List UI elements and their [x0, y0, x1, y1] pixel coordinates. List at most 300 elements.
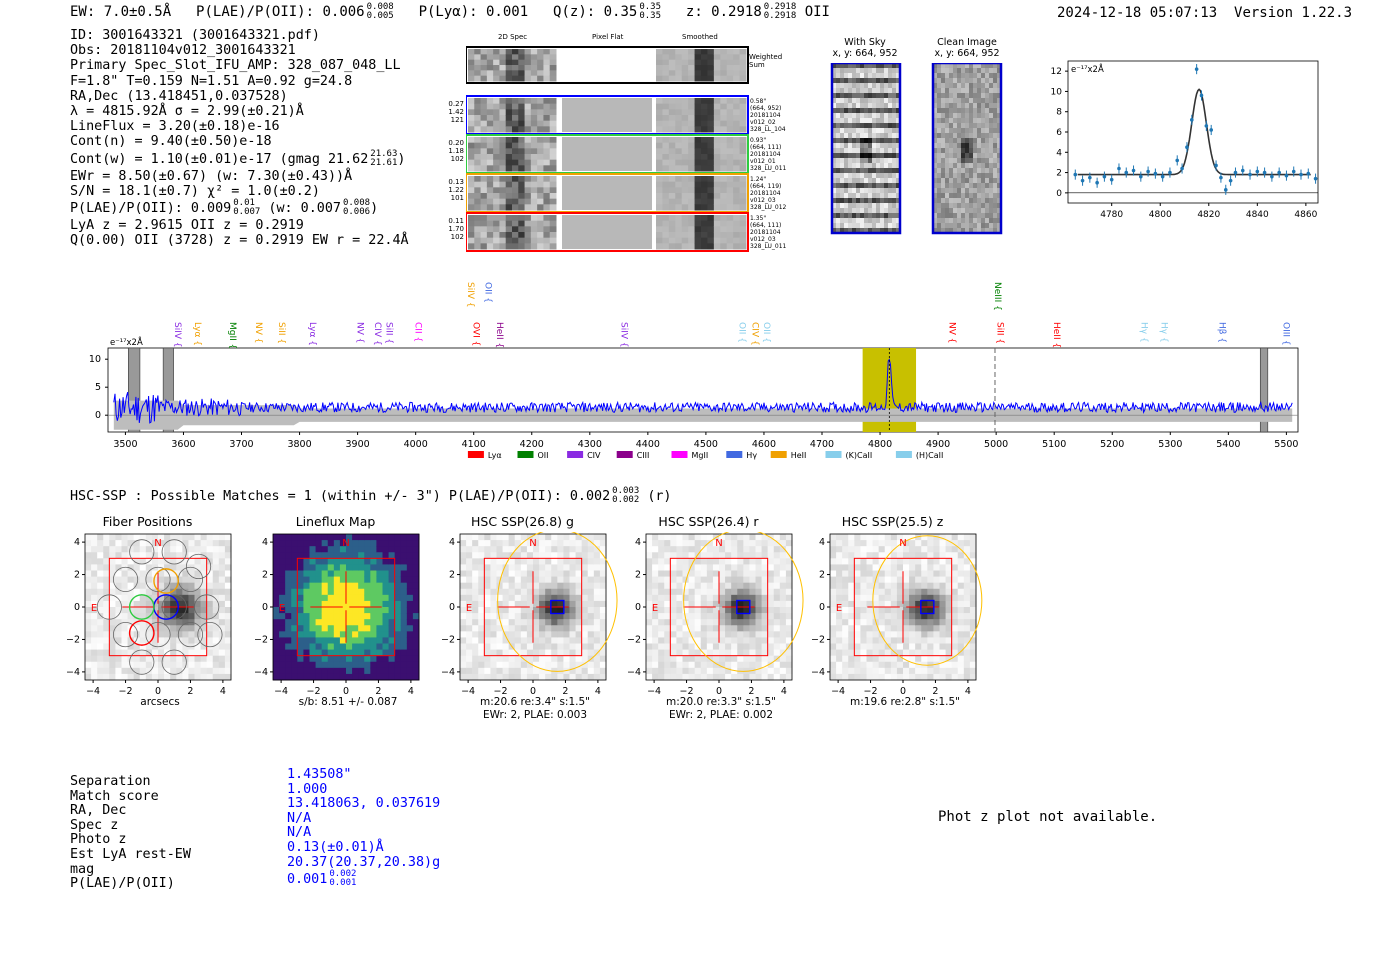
- hsc-pixel: [497, 662, 504, 669]
- hsc-pixel: [576, 668, 583, 675]
- hsc-pixel: [594, 595, 601, 602]
- sky-pixel: [864, 198, 868, 203]
- hsc-pixel: [539, 534, 546, 541]
- hsc-pixel: [103, 668, 110, 675]
- hsc-pixel: [842, 650, 849, 657]
- hsc-pixel: [509, 595, 516, 602]
- hsc-pixel: [743, 564, 750, 571]
- hsc-pixel: [774, 662, 781, 669]
- hsc-pixel: [600, 662, 607, 669]
- sky-pixel: [977, 108, 981, 113]
- sky-pixel: [993, 113, 997, 118]
- sky-pixel: [864, 118, 868, 123]
- sky-pixel: [836, 183, 840, 188]
- sky-pixel: [856, 113, 860, 118]
- hsc-pixel: [395, 601, 402, 608]
- cutout-pixel: [468, 243, 475, 249]
- sky-pixel: [840, 148, 844, 153]
- hsc-pixel: [588, 674, 595, 681]
- hsc-pixel: [407, 650, 414, 657]
- hsc-pixel: [515, 637, 522, 644]
- sky-pixel: [989, 188, 993, 193]
- hsc-pixel: [676, 595, 683, 602]
- hsc-pixel: [146, 674, 153, 681]
- east-label: E: [651, 603, 659, 614]
- hsc-pixel: [134, 589, 141, 596]
- cutout-pixel: [662, 215, 669, 221]
- sky-pixel: [953, 183, 957, 188]
- hsc-pixel: [563, 583, 570, 590]
- hsc-pixel: [303, 540, 310, 547]
- cutout-pixel: [474, 232, 481, 238]
- pixel-flat-fill: [562, 215, 652, 249]
- hsc-pixel: [395, 558, 402, 565]
- sky-pixel: [856, 173, 860, 178]
- cutout-pixel: [733, 54, 740, 60]
- cutout-pixel: [656, 76, 663, 82]
- hsc-pixel: [103, 662, 110, 669]
- sky-pixel: [973, 138, 977, 143]
- hsc-pixel: [830, 662, 837, 669]
- sky-pixel: [840, 203, 844, 208]
- sky-pixel: [856, 218, 860, 223]
- hsc-pixel: [490, 583, 497, 590]
- hsc-pixel: [91, 644, 98, 651]
- hsc-pixel: [830, 564, 837, 571]
- hsc-pixel: [594, 644, 601, 651]
- sky-pixel: [884, 178, 888, 183]
- hsc-pixel: [407, 589, 414, 596]
- hsc-pixel: [219, 613, 226, 620]
- sky-pixel: [945, 188, 949, 193]
- legend-swatch: [672, 451, 688, 458]
- hsc-pixel: [146, 534, 153, 541]
- cutout-pixel: [512, 70, 519, 76]
- cutout-pixel: [499, 238, 506, 244]
- cutout-pixel: [675, 148, 682, 154]
- hsc-pixel: [352, 631, 359, 638]
- qz-bounds: 0.35 0.35: [639, 2, 662, 21]
- cutout-pixel: [714, 65, 721, 71]
- hsc-pixel: [466, 534, 473, 541]
- hsc-pixel: [401, 650, 408, 657]
- sky-pixel: [872, 138, 876, 143]
- hsc-pixel: [401, 619, 408, 626]
- hsc-pixel: [316, 619, 323, 626]
- sky-pixel: [969, 198, 973, 203]
- sky-pixel: [872, 223, 876, 228]
- hsc-pixel: [683, 631, 690, 638]
- hsc-pixel: [743, 558, 750, 565]
- sky-pixel: [884, 168, 888, 173]
- hsc-pixel: [545, 631, 552, 638]
- hsc-pixel: [600, 601, 607, 608]
- cutout-pixel: [720, 204, 727, 210]
- hsc-pixel: [600, 625, 607, 632]
- sky-pixel: [848, 93, 852, 98]
- cutout-pixel: [682, 76, 689, 82]
- hsc-pixel: [713, 644, 720, 651]
- legend-label: OII: [537, 451, 549, 460]
- hsc-pixel: [310, 613, 317, 620]
- sky-pixel: [957, 208, 961, 213]
- hsc-pixel: [737, 571, 744, 578]
- hsc-pixel: [749, 577, 756, 584]
- sky-pixel: [848, 188, 852, 193]
- hsc-pixel: [219, 534, 226, 541]
- hsc-pixel: [509, 625, 516, 632]
- hsc-pixel: [854, 625, 861, 632]
- sky-pixel: [981, 88, 985, 93]
- sky-pixel: [852, 143, 856, 148]
- cutout-pixel: [733, 187, 740, 193]
- sky-pixel: [840, 143, 844, 148]
- sky-pixel: [892, 223, 896, 228]
- hsc-pixel: [497, 674, 504, 681]
- hsc-pixel: [533, 644, 540, 651]
- cutout-pixel: [487, 137, 494, 143]
- sky-pixel: [884, 163, 888, 168]
- sky-pixel: [860, 83, 864, 88]
- hsc-pixel: [484, 571, 491, 578]
- sky-pixel: [876, 98, 880, 103]
- sky-pixel: [860, 108, 864, 113]
- cutout-pixel: [506, 65, 513, 71]
- sky-pixel: [876, 203, 880, 208]
- hsc-pixel: [322, 644, 329, 651]
- cutout-pixel: [525, 70, 532, 76]
- sky-pixel: [977, 118, 981, 123]
- hsc-pixel: [303, 589, 310, 596]
- hsc-ytick-label: 4: [261, 537, 268, 549]
- hsc-pixel: [389, 662, 396, 669]
- cutout-pixel: [518, 243, 525, 249]
- sky-pixel: [880, 73, 884, 78]
- cutout-pixel: [695, 148, 702, 154]
- sky-pixel: [989, 208, 993, 213]
- hsc-pixel: [328, 540, 335, 547]
- sky-pixel: [868, 193, 872, 198]
- sky-pixel: [973, 148, 977, 153]
- sky-pixel: [876, 163, 880, 168]
- cutout-pixel: [675, 204, 682, 210]
- hsc-pixel: [563, 558, 570, 565]
- cutout-pixel: [682, 193, 689, 199]
- hsc-pixel: [836, 558, 843, 565]
- cutout-pixel: [656, 221, 663, 227]
- hsc-pixel: [594, 662, 601, 669]
- hsc-pixel: [860, 625, 867, 632]
- legend-label: MgII: [691, 451, 709, 460]
- hsc-pixel: [867, 637, 874, 644]
- cutout-pixel: [740, 70, 747, 76]
- hsc-pixel: [582, 577, 589, 584]
- cutout-pixel: [695, 121, 702, 127]
- hsc-pixel: [836, 577, 843, 584]
- hsc-pixel: [646, 546, 653, 553]
- sky-pixel: [985, 88, 989, 93]
- hsc-pixel: [786, 534, 793, 541]
- sky-pixel: [985, 168, 989, 173]
- cutout-pixel: [493, 221, 500, 227]
- hsc-pixel: [594, 558, 601, 565]
- hsc-pixel: [225, 644, 232, 651]
- hsc-pixel: [383, 546, 390, 553]
- cutout-pixel: [707, 148, 714, 154]
- sky-pixel: [872, 88, 876, 93]
- hsc-pixel: [737, 564, 744, 571]
- sky-pixel: [856, 158, 860, 163]
- hsc-pixel: [731, 637, 738, 644]
- cutout-pixel: [525, 60, 532, 66]
- hsc-pixel: [842, 613, 849, 620]
- hsc-pixel: [322, 613, 329, 620]
- hsc-pixel: [91, 552, 98, 559]
- hsc-pixel: [652, 534, 659, 541]
- hsc-pixel: [842, 564, 849, 571]
- hsc-pixel: [460, 546, 467, 553]
- hsc-pixel: [725, 662, 732, 669]
- hsc-pixel: [225, 546, 232, 553]
- cutout-pixel: [682, 221, 689, 227]
- hsc-pixel: [557, 662, 564, 669]
- hsc-ytick-label: 2: [448, 569, 455, 581]
- cutout-pixel: [695, 70, 702, 76]
- hsc-pixel: [407, 607, 414, 614]
- hsc-pixel: [879, 546, 886, 553]
- hsc-pixel: [854, 613, 861, 620]
- hsc-pixel: [346, 583, 353, 590]
- hsc-pixel: [725, 571, 732, 578]
- cutout-pixel: [499, 199, 506, 205]
- sky-pixel: [860, 178, 864, 183]
- hsc-pixel: [115, 613, 122, 620]
- cutout-pixel: [525, 49, 532, 55]
- hsc-pixel: [830, 558, 837, 565]
- cutout-pixel: [512, 115, 519, 121]
- cutout-pixel: [688, 49, 695, 55]
- sky-pixel: [860, 128, 864, 133]
- cutout-pixel: [675, 154, 682, 160]
- row-detail-value: (664, 111): [750, 222, 782, 229]
- sky-pixel: [852, 128, 856, 133]
- cutout-pixel: [543, 215, 550, 221]
- hsc-pixel: [768, 668, 775, 675]
- hsc-pixel: [213, 534, 220, 541]
- sky-pixel: [868, 108, 872, 113]
- sky-pixel: [888, 78, 892, 83]
- hsc-pixel: [478, 656, 485, 663]
- hsc-pixel: [780, 595, 787, 602]
- cutout-pixel: [468, 54, 475, 60]
- hsc-pixel: [848, 534, 855, 541]
- fit-frame: [1068, 61, 1318, 203]
- line-label: [372, 322, 382, 346]
- cutout-pixel: [525, 54, 532, 60]
- hsc-pixel: [676, 571, 683, 578]
- sky-pixel: [888, 163, 892, 168]
- hsc-pixel: [322, 534, 329, 541]
- hsc-pixel: [594, 674, 601, 681]
- hsc-pixel: [407, 571, 414, 578]
- hsc-pixel: [860, 564, 867, 571]
- hsc-pixel: [413, 668, 420, 675]
- sky-pixel: [965, 208, 969, 213]
- hsc-pixel: [273, 619, 280, 626]
- cutout-pixel: [682, 70, 689, 76]
- hsc-pixel: [213, 656, 220, 663]
- cutout-pixel: [720, 182, 727, 188]
- hsc-pixel: [466, 644, 473, 651]
- sky-pixel: [840, 223, 844, 228]
- hsc-pixel: [539, 546, 546, 553]
- cutout-pixel: [707, 226, 714, 232]
- hsc-pixel: [582, 583, 589, 590]
- sky-pixel: [945, 68, 949, 73]
- hsc-ytick-label: 0: [448, 602, 455, 613]
- hsc-pixel: [219, 583, 226, 590]
- hsc-pixel: [768, 656, 775, 663]
- cutout-pixel: [550, 193, 557, 199]
- hsc-pixel: [297, 644, 304, 651]
- cutout-pixel: [550, 238, 557, 244]
- sky-pixel: [937, 148, 941, 153]
- sky-pixel: [945, 158, 949, 163]
- hsc-pixel: [170, 637, 177, 644]
- sky-pixel: [848, 138, 852, 143]
- cutout-pixel: [468, 70, 475, 76]
- hsc-pixel: [652, 613, 659, 620]
- hsc-pixel: [707, 607, 714, 614]
- cutout-pixel: [525, 193, 532, 199]
- legend-label: (H)CaII: [915, 451, 944, 460]
- hsc-pixel: [310, 540, 317, 547]
- fit-point: [1234, 171, 1238, 175]
- hsc-pixel: [97, 674, 104, 681]
- row-metric-value: 0.20: [448, 139, 464, 147]
- row-metrics: [446, 100, 464, 124]
- hsc-pixel: [322, 619, 329, 626]
- sky-pixel: [953, 158, 957, 163]
- sky-pixel: [949, 178, 953, 183]
- hsc-pixel: [689, 607, 696, 614]
- sky-pixel: [884, 203, 888, 208]
- hsc-pixel: [472, 577, 479, 584]
- sky-pixel: [961, 138, 965, 143]
- sky-pixel: [840, 173, 844, 178]
- hsc-pixel: [780, 668, 787, 675]
- hsc-pixel: [115, 631, 122, 638]
- sky-pixel: [957, 188, 961, 193]
- sky-pixel: [985, 178, 989, 183]
- sky-pixel: [848, 103, 852, 108]
- cutout-pixel: [493, 109, 500, 115]
- sky-pixel: [981, 198, 985, 203]
- cutout-pixel: [688, 199, 695, 205]
- hsc-pixel: [588, 662, 595, 669]
- hsc-pixel: [652, 564, 659, 571]
- line-label: [749, 322, 759, 346]
- hsc-pixel: [279, 619, 286, 626]
- cutout-pixel: [512, 65, 519, 71]
- cutout-pixel: [487, 115, 494, 121]
- hsc-pixel: [334, 583, 341, 590]
- hsc-pixel: [707, 668, 714, 675]
- cutout-pixel: [656, 215, 663, 221]
- hsc-pixel: [670, 595, 677, 602]
- hsc-pixel: [188, 558, 195, 565]
- sky-pixel: [848, 203, 852, 208]
- hsc-pixel: [570, 558, 577, 565]
- hsc-pixel: [310, 656, 317, 663]
- cutout-pixel: [714, 54, 721, 60]
- hsc-pixel: [860, 644, 867, 651]
- hsc-pixel: [695, 668, 702, 675]
- hsc-pixel: [780, 631, 787, 638]
- sky-pixel: [856, 73, 860, 78]
- hsc-xtick-label: 4: [594, 686, 601, 697]
- hsc-pixel: [370, 540, 377, 547]
- sky-pixel: [965, 83, 969, 88]
- hsc-pixel: [719, 644, 726, 651]
- sky-pixel: [884, 223, 888, 228]
- hsc-pixel: [867, 619, 874, 626]
- hsc-pixel: [515, 674, 522, 681]
- sky-pixel: [856, 103, 860, 108]
- cutout-pixel: [695, 187, 702, 193]
- sky-pixel: [993, 218, 997, 223]
- cutout-pixel: [688, 226, 695, 232]
- spectrum-xtick-label: 3900: [345, 439, 370, 450]
- cutout-pixel: [740, 121, 747, 127]
- sky-pixel: [868, 203, 872, 208]
- line-label-text: OVI {: [470, 322, 481, 347]
- cutout-pixel: [531, 204, 538, 210]
- sky-pixel: [961, 108, 965, 113]
- hsc-pixel: [134, 577, 141, 584]
- sky-pixel: [888, 153, 892, 158]
- hsc-pixel: [164, 656, 171, 663]
- hsc-pixel: [285, 558, 292, 565]
- hsc-pixel: [128, 674, 135, 681]
- hsc-pixel: [401, 540, 408, 547]
- hsc-pixel: [472, 552, 479, 559]
- hsc-pixel: [466, 619, 473, 626]
- hsc-pixel: [652, 619, 659, 626]
- hsc-pixel: [582, 546, 589, 553]
- hsc-pixel: [158, 625, 165, 632]
- sky-pixel: [977, 153, 981, 158]
- sky-pixel: [985, 193, 989, 198]
- hsc-pixel: [551, 619, 558, 626]
- hsc-pixel: [364, 546, 371, 553]
- hsc-pixel: [731, 546, 738, 553]
- cutout-pixel: [537, 76, 544, 82]
- fit-ytick-label: 8: [1056, 107, 1062, 118]
- sky-pixel: [937, 198, 941, 203]
- hsc-pixel: [658, 534, 665, 541]
- hsc-pixel: [497, 637, 504, 644]
- hsc-pixel: [576, 546, 583, 553]
- hsc-pixel: [413, 619, 420, 626]
- hsc-pixel: [225, 637, 232, 644]
- hsc-pixel: [346, 577, 353, 584]
- cutout-pixel: [701, 104, 708, 110]
- hsc-pixel: [273, 644, 280, 651]
- hsc-pixel: [303, 631, 310, 638]
- hsc-pixel: [600, 589, 607, 596]
- hsc-pixel: [652, 644, 659, 651]
